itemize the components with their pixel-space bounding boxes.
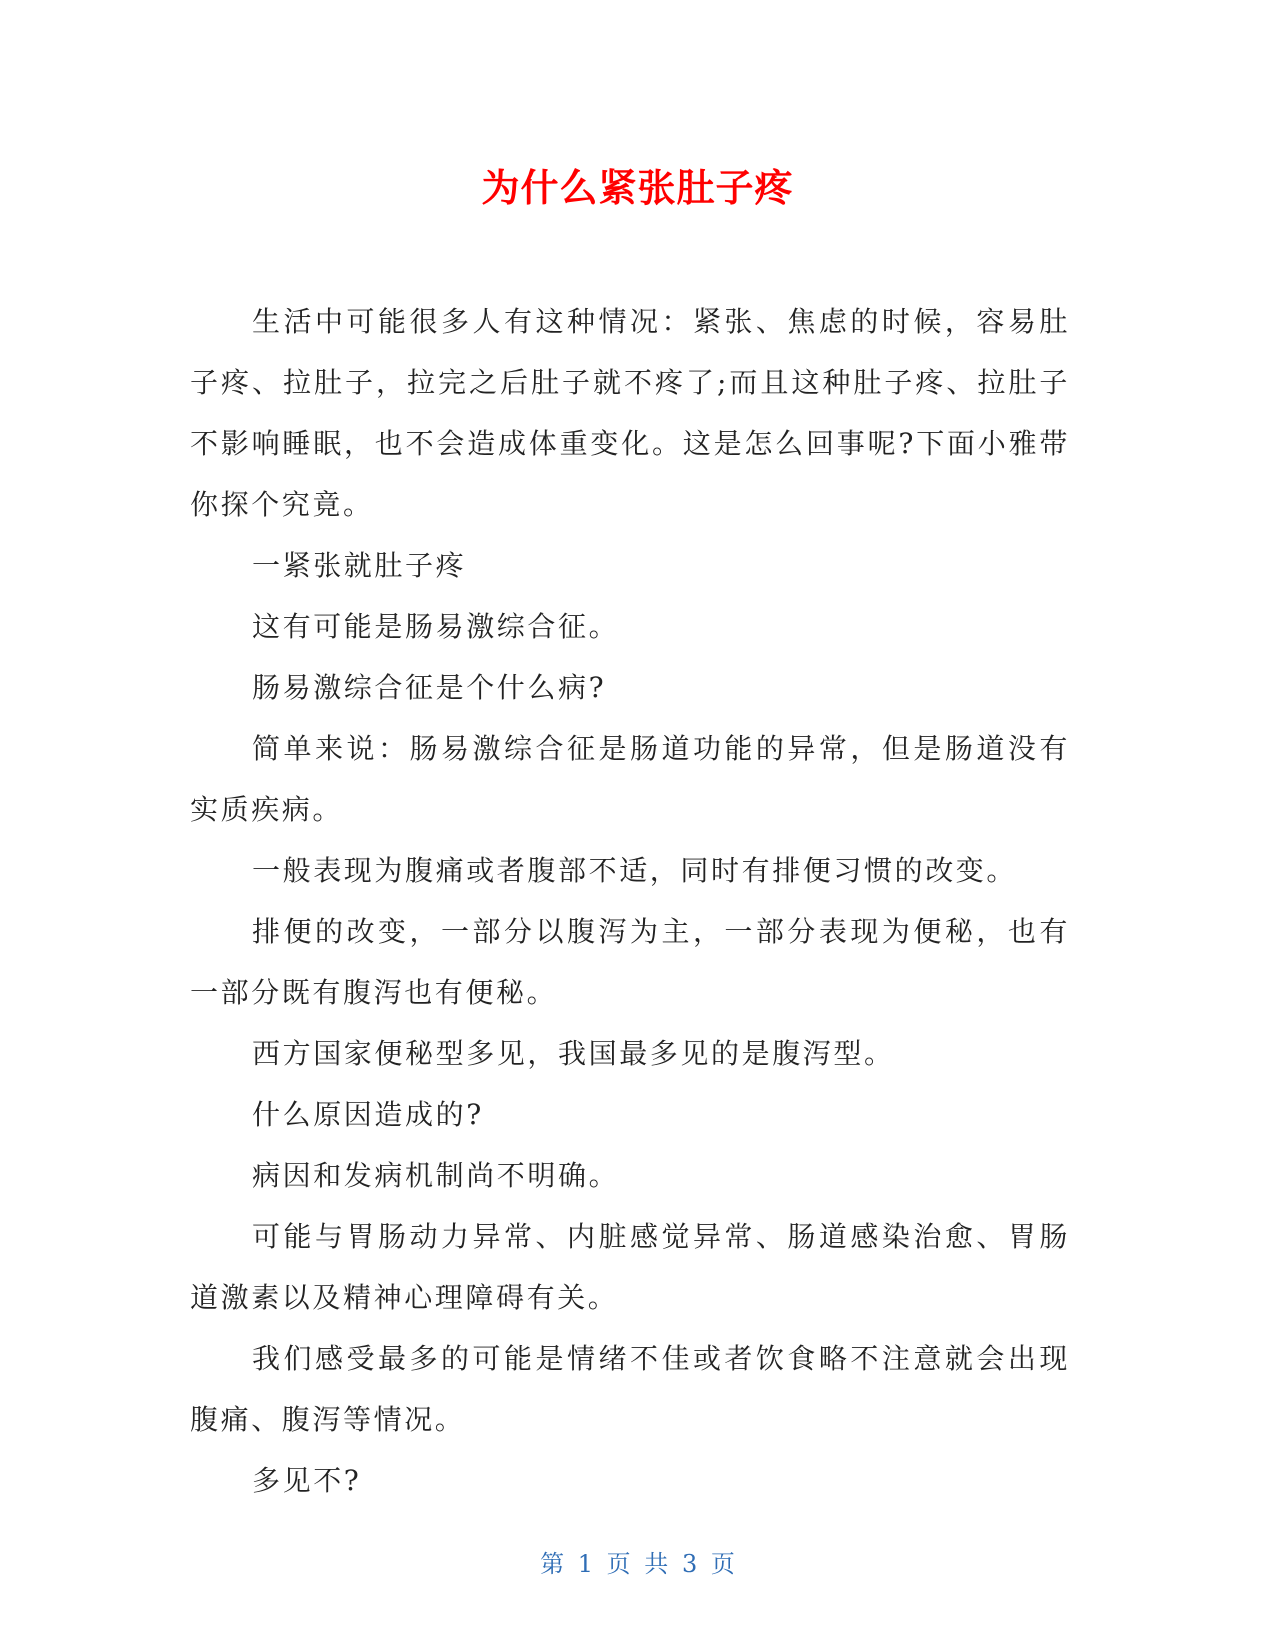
paragraph-possible-causes: 可能与胃肠动力异常、内脏感觉异常、肠道感染治愈、胃肠道激素以及精神心理障碍有关。 xyxy=(190,1220,1070,1314)
paragraph-ibs-possible: 这有可能是肠易激综合征。 xyxy=(252,610,620,643)
paragraph-ibs-definition: 简单来说：肠易激综合征是肠道功能的异常，但是肠道没有实质疾病。 xyxy=(190,732,1070,826)
document-body xyxy=(190,291,1070,1511)
paragraph-ibs-question: 肠易激综合征是个什么病? xyxy=(252,671,607,704)
paragraph-cause-unclear: 病因和发病机制尚不明确。 xyxy=(252,1159,620,1192)
paragraph-intro: 生活中可能很多人有这种情况：紧张、焦虑的时候，容易肚子疼、拉肚子，拉完之后肚子就不疼了;而且这种肚子疼、拉肚子不影响睡眠，也不会造成体重变化。这是怎么回事呢?下面小雅带你探个究竟。 xyxy=(190,305,1070,521)
page-number-footer: 第 1 页 共 3 页 xyxy=(540,1550,735,1578)
paragraph-common-question: 多见不? xyxy=(252,1464,362,1497)
paragraph-types: 西方国家便秘型多见，我国最多见的是腹泻型。 xyxy=(252,1037,895,1070)
paragraph-cause-question: 什么原因造成的? xyxy=(252,1098,484,1131)
paragraph-experience: 我们感受最多的可能是情绪不佳或者饮食略不注意就会出现腹痛、腹泻等情况。 xyxy=(190,1342,1070,1436)
paragraph-heading-nervous: 一紧张就肚子疼 xyxy=(252,549,467,582)
paragraph-bowel-change: 排便的改变，一部分以腹泻为主，一部分表现为便秘，也有一部分既有腹泻也有便秘。 xyxy=(190,915,1070,1009)
paragraph-symptoms: 一般表现为腹痛或者腹部不适，同时有排便习惯的改变。 xyxy=(252,854,1018,887)
document-title: 为什么紧张肚子疼 xyxy=(481,166,794,210)
